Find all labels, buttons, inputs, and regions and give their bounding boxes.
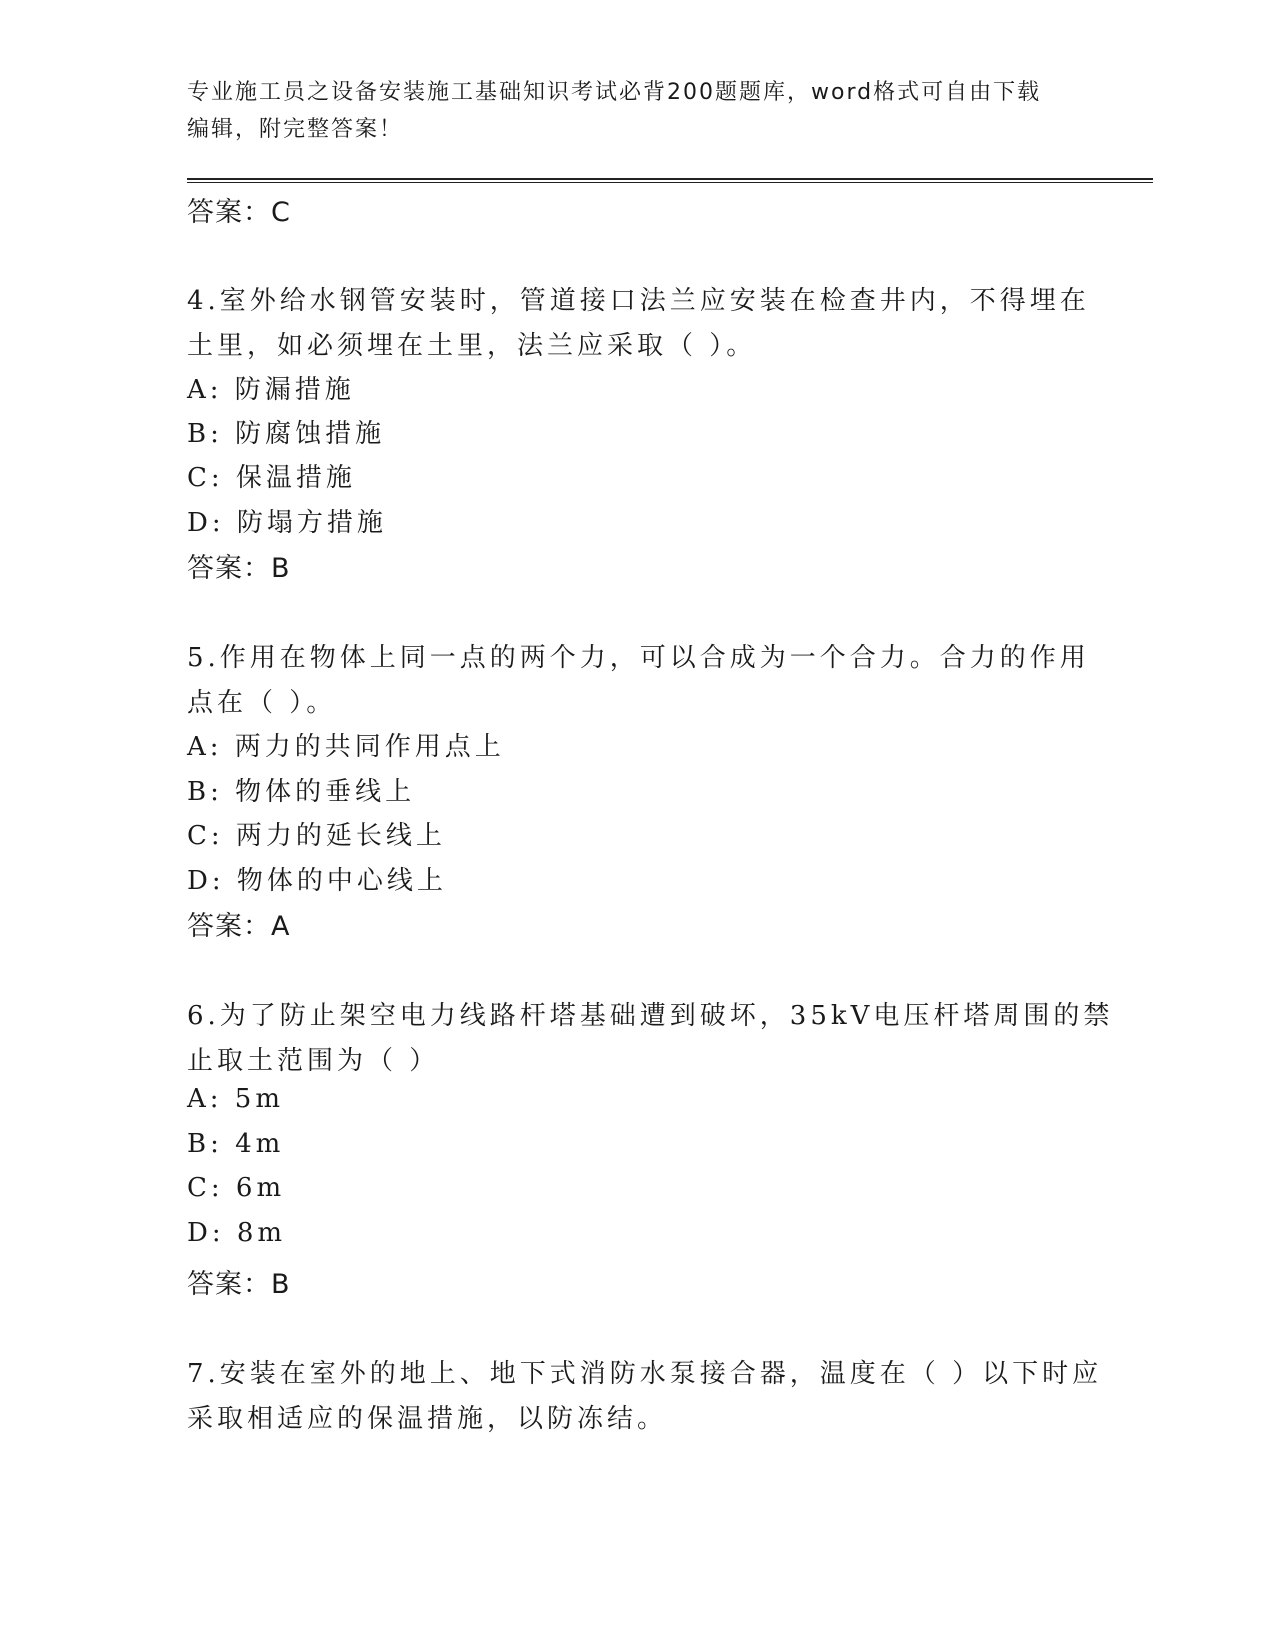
question-4-option-a: A: 防漏措施	[187, 375, 355, 405]
question-6-option-b: B: 4m	[187, 1129, 285, 1159]
question-7-stem-line-1: 7.安装在室外的地上、地下式消防水泵接合器，温度在（ ）以下时应	[187, 1359, 1103, 1389]
question-6-stem-line-2: 止取土范围为（ ）	[187, 1046, 440, 1076]
question-4-option-c: C: 保温措施	[187, 463, 356, 493]
question-4-stem-line-2: 土里，如必须埋在土里，法兰应采取（ ）。	[187, 331, 757, 361]
question-5-stem-line-1: 5.作用在物体上同一点的两个力，可以合成为一个合力。合力的作用	[187, 643, 1090, 673]
header-title-line-2: 编辑，附完整答案！	[187, 117, 404, 142]
question-4-stem-line-1: 4.室外给水钢管安装时，管道接口法兰应安装在检查井内，不得埋在	[187, 286, 1090, 316]
header-title-line-1: 专业施工员之设备安装施工基础知识考试必背200题题库，word格式可自由下载	[187, 80, 1042, 105]
question-4-option-d: D: 防塌方措施	[187, 508, 387, 538]
question-5-option-d: D: 物体的中心线上	[187, 866, 447, 896]
question-4-option-b: B: 防腐蚀措施	[187, 419, 386, 449]
answer-q3: 答案：C	[187, 197, 291, 228]
question-7-stem-line-2: 采取相适应的保温措施，以防冻结。	[187, 1404, 668, 1434]
question-5-option-b: B: 物体的垂线上	[187, 777, 416, 807]
question-5-stem-line-2: 点在（ ）。	[187, 688, 337, 718]
answer-q6: 答案：B	[187, 1269, 291, 1300]
header-rule-thin	[187, 182, 1153, 183]
question-6-stem-line-1: 6.为了防止架空电力线路杆塔基础遭到破坏，35kV电压杆塔周围的禁	[187, 1001, 1114, 1031]
answer-q5: 答案：A	[187, 911, 291, 942]
answer-q4: 答案：B	[187, 553, 291, 584]
question-6-option-d: D: 8m	[187, 1218, 287, 1248]
question-5-option-c: C: 两力的延长线上	[187, 821, 446, 851]
question-6-option-a: A: 5m	[187, 1084, 284, 1114]
question-5-option-a: A: 两力的共同作用点上	[187, 732, 505, 762]
header-rule-thick	[187, 178, 1153, 180]
document-header	[187, 74, 1067, 148]
question-6-option-c: C: 6m	[187, 1173, 286, 1203]
